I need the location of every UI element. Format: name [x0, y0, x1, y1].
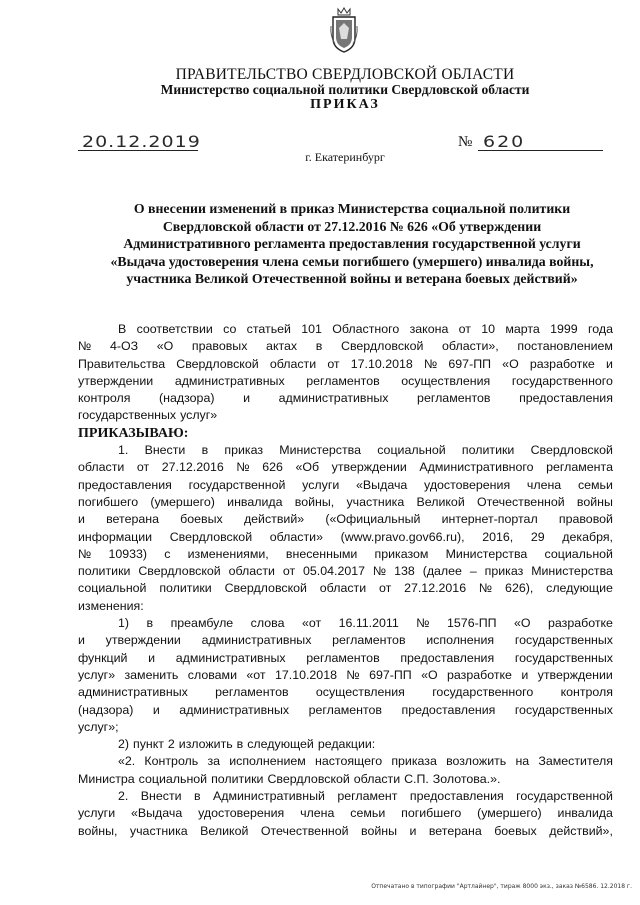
body-line: социальной политики Свердловской области от 27.12.2016 № 626), следующие — [78, 581, 613, 596]
body-line: утверждении административных регламентов осуществления государственного — [78, 373, 613, 388]
body-line: и утверждении административных регламентов исполнения государственных — [78, 633, 613, 648]
order-title — [72, 200, 632, 288]
document-type: ПРИКАЗ — [310, 97, 380, 112]
order-number: 620 — [483, 132, 526, 152]
order-date: 20.12.2019 — [82, 132, 201, 152]
body-line: войны, участника Великой Отечественной войны и ветерана боевых действий», — [78, 823, 613, 838]
title-line: «Выдача удостоверения члена семьи погибшего (умершего) инвалида войны, — [110, 253, 594, 269]
body-line: изменения: — [78, 598, 144, 613]
body-line: «2. Контроль за исполнением настоящего приказа возложить на Заместителя — [118, 754, 613, 769]
ministry-heading: Министерство социальной политики Свердловской области — [160, 82, 530, 97]
coat-of-arms-icon — [329, 6, 359, 54]
body-line: 2. Внести в Административный регламент предоставления государственной — [118, 789, 613, 804]
title-line: Административного регламента предоставления государственной услуги — [123, 236, 581, 251]
body-line: предоставления государственной услуги «Выдача удостоверения члена семьи — [78, 477, 613, 492]
body-line: № 4-ОЗ «О правовых актах в Свердловской области», постановлением — [78, 339, 613, 354]
body-line: услуг»; — [78, 719, 119, 734]
print-footer: Отпечатано в типографии "Артлайнер", тираж 8000 экз., заказ №6586. 12.2018 г. — [371, 883, 632, 890]
body-line: 1. Внести в приказ Министерства социальной политики Свердловской — [118, 443, 613, 458]
body-line: Министра социальной политики Свердловской области С.П. Золотова.». — [78, 771, 501, 786]
body-line: погибшего (умершего) инвалида войны, участника Великой Отечественной войны — [78, 494, 613, 509]
title-line: участника Великой Отечественной войны и ветерана боевых действий» — [126, 271, 578, 286]
body-line: и ветерана боевых действий» («Официальный интернет-портал правовой — [78, 512, 613, 527]
body-line: № 10933) с изменениями, внесенными приказом Министерства социальной — [78, 546, 613, 561]
body-line: информации Свердловской области» (www.pravo.gov66.ru), 2016, 29 декабря, — [78, 529, 613, 544]
number-sign: № — [458, 134, 473, 150]
body-line: 2) пункт 2 изложить в следующей редакции: — [118, 737, 376, 752]
body-line: административных регламентов осуществления государственного контроля — [78, 685, 613, 700]
title-line: Свердловской области от 27.12.2016 № 626 «Об утверждении — [162, 218, 542, 234]
body-line: 1) в преамбуле слова «от 16.11.2011 № 1576-ПП «О разработке — [118, 616, 613, 631]
order-body — [78, 321, 613, 840]
body-line: В соответствии со статьей 101 Областного закона от 10 марта 1999 года — [118, 322, 613, 336]
body-line: ПРИКАЗЫВАЮ: — [78, 425, 189, 441]
government-heading: ПРАВИТЕЛЬСТВО СВЕРДЛОВСКОЙ ОБЛАСТИ — [175, 66, 515, 83]
body-line: функций и административных регламентов предоставления государственных — [78, 650, 613, 665]
body-line: государственных услуг» — [78, 408, 218, 423]
body-line: политики Свердловской области от 05.04.2017 № 138 (далее – приказ Министерства — [78, 564, 613, 579]
body-line: области от 27.12.2016 № 626 «Об утверждении Административного регламента — [78, 460, 613, 475]
body-line: услуги «Выдача удостоверения члена семьи погибшего (умершего) инвалида — [78, 806, 613, 821]
body-line: Правительства Свердловской области от 17.10.2018 № 697-ПП «О разработке и — [78, 356, 613, 371]
title-line: О внесении изменений в приказ Министерства социальной политики — [133, 201, 571, 216]
body-line: контроля (надзора) и административных регламентов предоставления — [78, 391, 613, 406]
body-line: (надзора) и административных регламентов предоставления государственных — [78, 702, 613, 717]
city: г. Екатеринбург — [305, 150, 385, 164]
body-line: услуг» заменить словами «от 17.10.2018 № 697-ПП «О разработке и утверждении — [78, 667, 613, 682]
